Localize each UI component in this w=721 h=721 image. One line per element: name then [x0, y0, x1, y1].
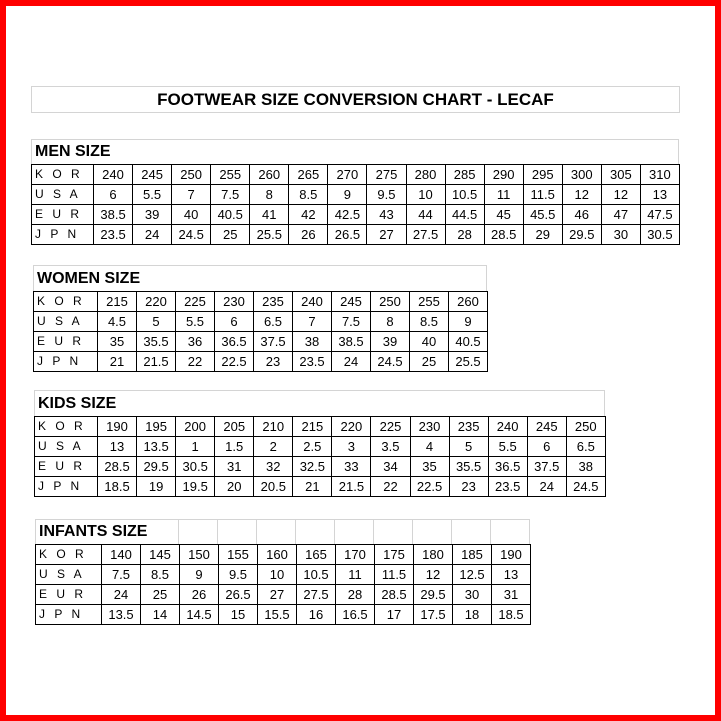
size-cell: 16.5 — [336, 605, 375, 625]
size-cell: 12.5 — [453, 565, 492, 585]
size-cell: 35.5 — [137, 332, 176, 352]
table-row — [35, 457, 606, 477]
size-cell: 37.5 — [527, 457, 566, 477]
size-cell: 245 — [527, 417, 566, 437]
size-cell: 210 — [254, 417, 293, 437]
size-cell: 28.5 — [375, 585, 414, 605]
size-cell: 245 — [332, 292, 371, 312]
size-cell: 270 — [328, 165, 367, 185]
size-cell: 5 — [449, 437, 488, 457]
size-cell: 36.5 — [215, 332, 254, 352]
row-label: E U R — [32, 205, 94, 225]
size-cell: 32 — [254, 457, 293, 477]
table-row — [35, 417, 606, 437]
row-label: J P N — [36, 605, 102, 625]
size-cell: 38 — [566, 457, 605, 477]
size-cell: 215 — [293, 417, 332, 437]
size-cell: 29 — [523, 225, 562, 245]
women-size-heading: WOMEN SIZE — [33, 265, 487, 291]
size-cell: 13.5 — [137, 437, 176, 457]
size-cell: 18 — [453, 605, 492, 625]
size-cell: 38.5 — [94, 205, 133, 225]
size-cell: 36.5 — [488, 457, 527, 477]
row-label: J P N — [34, 352, 98, 372]
size-cell: 240 — [488, 417, 527, 437]
size-cell: 30 — [453, 585, 492, 605]
size-cell: 22.5 — [410, 477, 449, 497]
size-cell: 19.5 — [176, 477, 215, 497]
size-cell: 19 — [137, 477, 176, 497]
size-cell: 8 — [371, 312, 410, 332]
size-cell: 11 — [336, 565, 375, 585]
row-label: J P N — [35, 477, 98, 497]
size-cell: 8.5 — [410, 312, 449, 332]
size-cell: 42 — [289, 205, 328, 225]
size-cell: 205 — [215, 417, 254, 437]
row-label: U S A — [32, 185, 94, 205]
size-cell: 255 — [410, 292, 449, 312]
table-row — [35, 477, 606, 497]
size-cell: 5.5 — [488, 437, 527, 457]
size-cell: 47 — [601, 205, 640, 225]
size-cell: 20.5 — [254, 477, 293, 497]
size-cell: 22 — [176, 352, 215, 372]
size-cell: 235 — [254, 292, 293, 312]
size-cell: 22 — [371, 477, 410, 497]
size-cell: 200 — [176, 417, 215, 437]
infants-size-table — [35, 544, 531, 625]
size-cell: 13.5 — [102, 605, 141, 625]
size-cell: 14 — [141, 605, 180, 625]
size-cell: 5.5 — [133, 185, 172, 205]
size-cell: 20 — [215, 477, 254, 497]
size-cell: 30 — [601, 225, 640, 245]
header-filler — [179, 519, 218, 544]
size-cell: 10 — [406, 185, 445, 205]
size-cell: 13 — [98, 437, 137, 457]
size-cell: 41 — [250, 205, 289, 225]
size-cell: 35 — [98, 332, 137, 352]
header-filler — [218, 519, 257, 544]
size-cell: 260 — [250, 165, 289, 185]
table-row — [36, 605, 531, 625]
size-cell: 5 — [137, 312, 176, 332]
size-cell: 23 — [449, 477, 488, 497]
size-cell: 40 — [410, 332, 449, 352]
size-cell: 8 — [250, 185, 289, 205]
size-cell: 7 — [172, 185, 211, 205]
size-cell: 10.5 — [297, 565, 336, 585]
size-cell: 45 — [484, 205, 523, 225]
row-label: U S A — [35, 437, 98, 457]
size-cell: 47.5 — [640, 205, 679, 225]
size-cell: 29.5 — [414, 585, 453, 605]
table-row — [32, 185, 680, 205]
row-label: U S A — [34, 312, 98, 332]
kids-size-heading: KIDS SIZE — [34, 390, 605, 416]
size-cell: 9 — [180, 565, 219, 585]
size-cell: 40 — [172, 205, 211, 225]
size-cell: 6 — [215, 312, 254, 332]
size-cell: 15 — [219, 605, 258, 625]
row-label: K O R — [32, 165, 94, 185]
header-filler — [491, 519, 530, 544]
size-cell: 11.5 — [523, 185, 562, 205]
size-cell: 39 — [133, 205, 172, 225]
table-row — [34, 352, 488, 372]
size-cell: 6 — [94, 185, 133, 205]
size-cell: 42.5 — [328, 205, 367, 225]
size-cell: 23.5 — [488, 477, 527, 497]
size-cell: 265 — [289, 165, 328, 185]
size-cell: 215 — [98, 292, 137, 312]
size-cell: 28.5 — [484, 225, 523, 245]
size-cell: 7 — [293, 312, 332, 332]
size-cell: 2 — [254, 437, 293, 457]
row-label: U S A — [36, 565, 102, 585]
size-cell: 175 — [375, 545, 414, 565]
size-cell: 180 — [414, 545, 453, 565]
size-cell: 230 — [410, 417, 449, 437]
size-cell: 225 — [176, 292, 215, 312]
size-cell: 1.5 — [215, 437, 254, 457]
size-cell: 25 — [410, 352, 449, 372]
size-cell: 255 — [211, 165, 250, 185]
size-cell: 27 — [258, 585, 297, 605]
size-cell: 4.5 — [98, 312, 137, 332]
size-cell: 22.5 — [215, 352, 254, 372]
size-cell: 21.5 — [137, 352, 176, 372]
size-cell: 27.5 — [297, 585, 336, 605]
size-cell: 260 — [449, 292, 488, 312]
size-cell: 13 — [492, 565, 531, 585]
header-filler — [452, 519, 491, 544]
size-cell: 285 — [445, 165, 484, 185]
table-row — [35, 437, 606, 457]
size-cell: 11 — [484, 185, 523, 205]
size-cell: 250 — [371, 292, 410, 312]
row-label: K O R — [35, 417, 98, 437]
row-label: E U R — [36, 585, 102, 605]
size-cell: 25.5 — [449, 352, 488, 372]
size-cell: 240 — [293, 292, 332, 312]
size-cell: 24 — [102, 585, 141, 605]
size-cell: 25.5 — [250, 225, 289, 245]
size-cell: 23.5 — [293, 352, 332, 372]
size-cell: 27 — [367, 225, 406, 245]
men-size-section — [31, 139, 680, 245]
men-size-table — [31, 164, 680, 245]
size-cell: 5.5 — [176, 312, 215, 332]
size-cell: 12 — [414, 565, 453, 585]
size-cell: 25 — [211, 225, 250, 245]
infants-size-heading: INFANTS SIZE — [35, 519, 179, 544]
size-cell: 30.5 — [176, 457, 215, 477]
table-row — [34, 332, 488, 352]
size-cell: 18.5 — [492, 605, 531, 625]
size-cell: 33 — [332, 457, 371, 477]
size-cell: 7.5 — [102, 565, 141, 585]
size-cell: 290 — [484, 165, 523, 185]
size-cell: 36 — [176, 332, 215, 352]
size-cell: 38.5 — [332, 332, 371, 352]
size-cell: 40.5 — [449, 332, 488, 352]
size-cell: 3.5 — [371, 437, 410, 457]
size-cell: 29.5 — [562, 225, 601, 245]
table-row — [32, 205, 680, 225]
size-cell: 31 — [492, 585, 531, 605]
size-cell: 24 — [133, 225, 172, 245]
size-cell: 245 — [133, 165, 172, 185]
table-row — [36, 565, 531, 585]
size-cell: 45.5 — [523, 205, 562, 225]
women-size-table — [33, 291, 488, 372]
size-cell: 7.5 — [332, 312, 371, 332]
size-cell: 35.5 — [449, 457, 488, 477]
size-cell: 46 — [562, 205, 601, 225]
size-cell: 145 — [141, 545, 180, 565]
size-cell: 15.5 — [258, 605, 297, 625]
infants-size-header-row — [35, 519, 531, 544]
size-cell: 6.5 — [254, 312, 293, 332]
size-cell: 14.5 — [180, 605, 219, 625]
size-cell: 39 — [371, 332, 410, 352]
size-cell: 24.5 — [371, 352, 410, 372]
size-cell: 26.5 — [328, 225, 367, 245]
header-filler — [413, 519, 452, 544]
size-cell: 165 — [297, 545, 336, 565]
row-label: E U R — [34, 332, 98, 352]
size-cell: 4 — [410, 437, 449, 457]
size-cell: 11.5 — [375, 565, 414, 585]
size-cell: 6 — [527, 437, 566, 457]
table-row — [34, 312, 488, 332]
size-cell: 10 — [258, 565, 297, 585]
row-label: K O R — [36, 545, 102, 565]
size-cell: 6.5 — [566, 437, 605, 457]
table-row — [34, 292, 488, 312]
size-cell: 10.5 — [445, 185, 484, 205]
header-filler — [335, 519, 374, 544]
size-cell: 250 — [566, 417, 605, 437]
header-filler — [374, 519, 413, 544]
size-cell: 35 — [410, 457, 449, 477]
infants-size-section — [35, 519, 531, 625]
size-cell: 28 — [445, 225, 484, 245]
kids-size-section — [34, 390, 606, 497]
size-cell: 3 — [332, 437, 371, 457]
header-filler — [296, 519, 335, 544]
size-cell: 34 — [371, 457, 410, 477]
size-cell: 16 — [297, 605, 336, 625]
size-cell: 38 — [293, 332, 332, 352]
size-cell: 31 — [215, 457, 254, 477]
size-cell: 21.5 — [332, 477, 371, 497]
size-cell: 275 — [367, 165, 406, 185]
size-cell: 8.5 — [141, 565, 180, 585]
size-cell: 13 — [640, 185, 679, 205]
size-cell: 28 — [336, 585, 375, 605]
size-cell: 190 — [98, 417, 137, 437]
men-size-heading: MEN SIZE — [31, 139, 679, 164]
size-cell: 185 — [453, 545, 492, 565]
size-cell: 160 — [258, 545, 297, 565]
size-cell: 26 — [180, 585, 219, 605]
size-cell: 25 — [141, 585, 180, 605]
table-row — [32, 225, 680, 245]
size-cell: 12 — [562, 185, 601, 205]
size-cell: 7.5 — [211, 185, 250, 205]
size-cell: 44.5 — [445, 205, 484, 225]
size-cell: 17.5 — [414, 605, 453, 625]
size-cell: 43 — [367, 205, 406, 225]
size-cell: 140 — [102, 545, 141, 565]
row-label: E U R — [35, 457, 98, 477]
size-cell: 21 — [293, 477, 332, 497]
size-cell: 18.5 — [98, 477, 137, 497]
size-cell: 44 — [406, 205, 445, 225]
chart-title: FOOTWEAR SIZE CONVERSION CHART - LECAF — [31, 86, 680, 113]
size-cell: 250 — [172, 165, 211, 185]
size-cell: 23.5 — [94, 225, 133, 245]
size-cell: 21 — [98, 352, 137, 372]
size-cell: 40.5 — [211, 205, 250, 225]
size-cell: 9.5 — [219, 565, 258, 585]
size-cell: 305 — [601, 165, 640, 185]
size-cell: 24.5 — [172, 225, 211, 245]
table-row — [36, 545, 531, 565]
size-cell: 170 — [336, 545, 375, 565]
size-cell: 195 — [137, 417, 176, 437]
size-cell: 2.5 — [293, 437, 332, 457]
size-cell: 23 — [254, 352, 293, 372]
size-cell: 235 — [449, 417, 488, 437]
kids-size-table — [34, 416, 606, 497]
size-cell: 24 — [332, 352, 371, 372]
size-cell: 220 — [332, 417, 371, 437]
size-cell: 220 — [137, 292, 176, 312]
size-cell: 300 — [562, 165, 601, 185]
size-cell: 27.5 — [406, 225, 445, 245]
size-cell: 310 — [640, 165, 679, 185]
size-cell: 28.5 — [98, 457, 137, 477]
size-cell: 230 — [215, 292, 254, 312]
size-cell: 24 — [527, 477, 566, 497]
size-cell: 8.5 — [289, 185, 328, 205]
size-cell: 29.5 — [137, 457, 176, 477]
size-cell: 30.5 — [640, 225, 679, 245]
size-cell: 280 — [406, 165, 445, 185]
size-cell: 37.5 — [254, 332, 293, 352]
size-cell: 32.5 — [293, 457, 332, 477]
row-label: J P N — [32, 225, 94, 245]
size-cell: 1 — [176, 437, 215, 457]
header-filler — [257, 519, 296, 544]
size-cell: 155 — [219, 545, 258, 565]
size-cell: 225 — [371, 417, 410, 437]
size-cell: 12 — [601, 185, 640, 205]
table-row — [36, 585, 531, 605]
table-row — [32, 165, 680, 185]
size-cell: 295 — [523, 165, 562, 185]
size-cell: 240 — [94, 165, 133, 185]
women-size-section — [33, 265, 488, 372]
size-cell: 26.5 — [219, 585, 258, 605]
size-cell: 26 — [289, 225, 328, 245]
size-cell: 24.5 — [566, 477, 605, 497]
size-cell: 190 — [492, 545, 531, 565]
size-cell: 9.5 — [367, 185, 406, 205]
size-cell: 9 — [328, 185, 367, 205]
row-label: K O R — [34, 292, 98, 312]
size-cell: 150 — [180, 545, 219, 565]
size-cell: 17 — [375, 605, 414, 625]
size-cell: 9 — [449, 312, 488, 332]
